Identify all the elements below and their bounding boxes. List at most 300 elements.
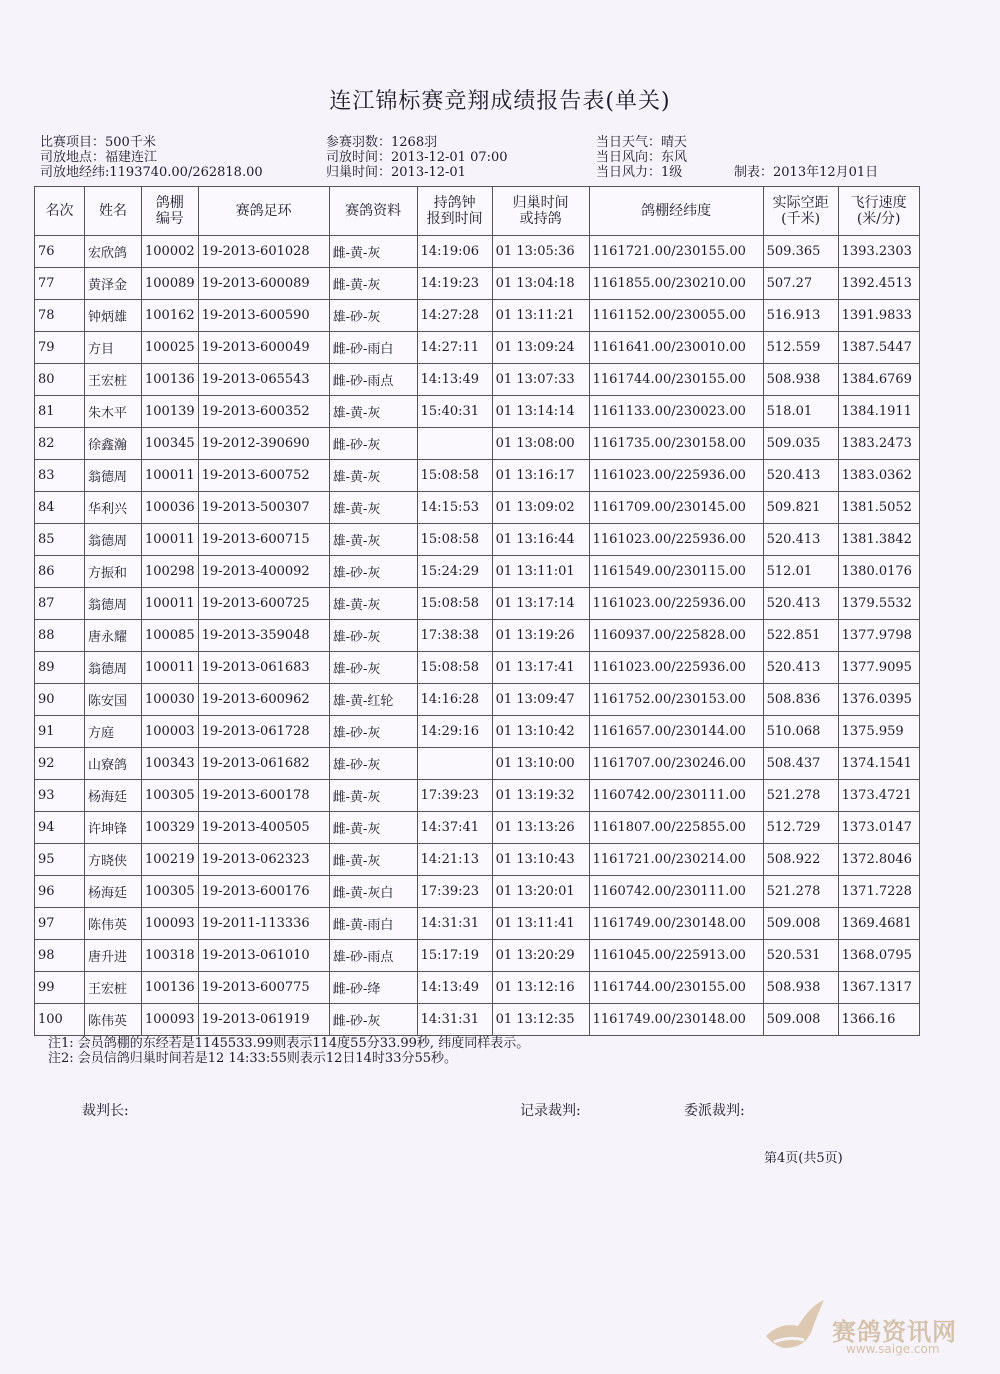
cell-coords: 1161549.00/230115.00 xyxy=(589,556,763,588)
cell-distance: 508.938 xyxy=(763,364,838,396)
cell-name: 陈伟英 xyxy=(85,1004,142,1036)
cell-rank: 80 xyxy=(35,364,85,396)
table-row xyxy=(35,684,920,716)
cell-distance: 520.413 xyxy=(763,652,838,684)
cell-return-time: 01 13:17:14 xyxy=(492,588,589,620)
table-row xyxy=(35,652,920,684)
cell-name: 杨海廷 xyxy=(85,876,142,908)
cell-speed: 1379.5532 xyxy=(838,588,919,620)
cell-coords: 1161657.00/230144.00 xyxy=(589,716,763,748)
cell-loft-no: 100003 xyxy=(142,716,199,748)
cell-name: 唐永耀 xyxy=(85,620,142,652)
cell-loft-no: 100345 xyxy=(142,428,199,460)
notes xyxy=(48,1036,529,1066)
cell-loft-no: 100318 xyxy=(142,940,199,972)
cell-coords: 1161749.00/230148.00 xyxy=(589,908,763,940)
cell-coords: 1161855.00/230210.00 xyxy=(589,268,763,300)
cell-loft-no: 100011 xyxy=(142,460,199,492)
cell-loft-no: 100025 xyxy=(142,332,199,364)
meta-col1 xyxy=(40,135,263,180)
table-row xyxy=(35,364,920,396)
cell-clock-time: 14:31:31 xyxy=(417,908,492,940)
cell-distance: 512.559 xyxy=(763,332,838,364)
cell-speed: 1375.959 xyxy=(838,716,919,748)
cell-rank: 79 xyxy=(35,332,85,364)
cell-distance: 518.01 xyxy=(763,396,838,428)
cell-speed: 1376.0395 xyxy=(838,684,919,716)
cell-return-time: 01 13:17:41 xyxy=(492,652,589,684)
cell-ring: 19-2013-359048 xyxy=(198,620,329,652)
cell-ring: 19-2013-061683 xyxy=(198,652,329,684)
cell-coords: 1161749.00/230148.00 xyxy=(589,1004,763,1036)
cell-distance: 508.938 xyxy=(763,972,838,1004)
page-title: 连江锦标赛竞翔成绩报告表(单关) xyxy=(329,89,671,114)
cell-speed: 1383.2473 xyxy=(838,428,919,460)
cell-bird-info: 雌-砂-绛 xyxy=(329,972,417,1004)
meta-return-time: 归巢时间：2013-12-01 xyxy=(326,165,466,180)
cell-distance: 522.851 xyxy=(763,620,838,652)
cell-bird-info: 雌-砂-灰 xyxy=(329,428,417,460)
cell-speed: 1366.16 xyxy=(838,1004,919,1036)
cell-bird-info: 雌-黄-灰 xyxy=(329,236,417,268)
cell-rank: 93 xyxy=(35,780,85,812)
cell-return-time: 01 13:11:21 xyxy=(492,300,589,332)
cell-return-time: 01 13:16:44 xyxy=(492,524,589,556)
cell-name: 方庭 xyxy=(85,716,142,748)
table-row xyxy=(35,1004,920,1036)
cell-loft-no: 100089 xyxy=(142,268,199,300)
cell-distance: 512.729 xyxy=(763,812,838,844)
cell-clock-time: 15:08:58 xyxy=(417,588,492,620)
cell-bird-info: 雄-黄-灰 xyxy=(329,396,417,428)
cell-return-time: 01 13:10:00 xyxy=(492,748,589,780)
table-row xyxy=(35,236,920,268)
cell-rank: 99 xyxy=(35,972,85,1004)
cell-distance: 509.821 xyxy=(763,492,838,524)
cell-rank: 88 xyxy=(35,620,85,652)
cell-distance: 508.836 xyxy=(763,684,838,716)
cell-rank: 83 xyxy=(35,460,85,492)
cell-return-time: 01 13:09:47 xyxy=(492,684,589,716)
cell-coords: 1161709.00/230145.00 xyxy=(589,492,763,524)
cell-return-time: 01 13:11:01 xyxy=(492,556,589,588)
table-row xyxy=(35,972,920,1004)
cell-distance: 521.278 xyxy=(763,876,838,908)
cell-clock-time: 14:31:31 xyxy=(417,1004,492,1036)
cell-distance: 508.437 xyxy=(763,748,838,780)
header-bird-info: 赛鸽资料 xyxy=(329,187,417,236)
cell-clock-time: 14:19:06 xyxy=(417,236,492,268)
cell-name: 方振和 xyxy=(85,556,142,588)
cell-ring: 19-2013-065543 xyxy=(198,364,329,396)
cell-distance: 509.365 xyxy=(763,236,838,268)
cell-name: 宏欣鸽 xyxy=(85,236,142,268)
table-row xyxy=(35,588,920,620)
cell-speed: 1381.5052 xyxy=(838,492,919,524)
cell-loft-no: 100093 xyxy=(142,908,199,940)
meta-wind-direction: 当日风向：东风 xyxy=(596,150,688,165)
cell-ring: 19-2013-061728 xyxy=(198,716,329,748)
cell-name: 唐升进 xyxy=(85,940,142,972)
cell-ring: 19-2013-061919 xyxy=(198,1004,329,1036)
table-body xyxy=(35,236,920,1036)
cell-distance: 520.531 xyxy=(763,940,838,972)
cell-bird-info: 雄-黄-灰 xyxy=(329,588,417,620)
cell-name: 钟炳雄 xyxy=(85,300,142,332)
table-row xyxy=(35,812,920,844)
header-ring: 赛鸽足环 xyxy=(198,187,329,236)
cell-return-time: 01 13:14:14 xyxy=(492,396,589,428)
cell-coords: 1160742.00/230111.00 xyxy=(589,876,763,908)
cell-return-time: 01 13:07:33 xyxy=(492,364,589,396)
cell-return-time: 01 13:12:16 xyxy=(492,972,589,1004)
cell-clock-time xyxy=(417,748,492,780)
cell-bird-info: 雌-黄-灰白 xyxy=(329,876,417,908)
cell-coords: 1161735.00/230158.00 xyxy=(589,428,763,460)
cell-coords: 1161707.00/230246.00 xyxy=(589,748,763,780)
cell-coords: 1161045.00/225913.00 xyxy=(589,940,763,972)
cell-coords: 1161641.00/230010.00 xyxy=(589,332,763,364)
cell-loft-no: 100162 xyxy=(142,300,199,332)
delegate-referee-label: 委派裁判: xyxy=(684,1103,745,1119)
cell-bird-info: 雌-砂-雨点 xyxy=(329,364,417,396)
cell-coords: 1161752.00/230153.00 xyxy=(589,684,763,716)
pigeon-logo-icon xyxy=(760,1292,830,1362)
cell-name: 王宏桩 xyxy=(85,972,142,1004)
cell-clock-time: 14:13:49 xyxy=(417,972,492,1004)
cell-return-time: 01 13:09:02 xyxy=(492,492,589,524)
cell-ring: 19-2013-601028 xyxy=(198,236,329,268)
table-row xyxy=(35,332,920,364)
cell-speed: 1393.2303 xyxy=(838,236,919,268)
cell-coords: 1161807.00/225855.00 xyxy=(589,812,763,844)
table-row xyxy=(35,876,920,908)
cell-ring: 19-2013-400505 xyxy=(198,812,329,844)
note-2: 注2: 会员信鸽归巢时间若是12 14:33:55则表示12日14时33分55秒。 xyxy=(48,1051,458,1066)
cell-speed: 1369.4681 xyxy=(838,908,919,940)
cell-bird-info: 雌-砂-灰 xyxy=(329,1004,417,1036)
cell-coords: 1161023.00/225936.00 xyxy=(589,524,763,556)
cell-speed: 1380.0176 xyxy=(838,556,919,588)
cell-speed: 1383.0362 xyxy=(838,460,919,492)
cell-coords: 1161152.00/230055.00 xyxy=(589,300,763,332)
cell-ring: 19-2013-600049 xyxy=(198,332,329,364)
cell-loft-no: 100085 xyxy=(142,620,199,652)
cell-distance: 516.913 xyxy=(763,300,838,332)
cell-clock-time: 15:40:31 xyxy=(417,396,492,428)
cell-return-time: 01 13:10:42 xyxy=(492,716,589,748)
cell-rank: 85 xyxy=(35,524,85,556)
cell-clock-time: 14:16:28 xyxy=(417,684,492,716)
cell-loft-no: 100011 xyxy=(142,652,199,684)
cell-loft-no: 100093 xyxy=(142,1004,199,1036)
meta-weather: 当日天气：晴天 xyxy=(596,135,688,150)
meta-race-item: 比赛项目：500千米 xyxy=(40,135,156,150)
header-name: 姓名 xyxy=(85,187,142,236)
cell-loft-no: 100298 xyxy=(142,556,199,588)
cell-bird-info: 雄-砂-灰 xyxy=(329,556,417,588)
cell-speed: 1373.0147 xyxy=(838,812,919,844)
cell-ring: 19-2013-600352 xyxy=(198,396,329,428)
cell-bird-info: 雌-黄-灰 xyxy=(329,780,417,812)
cell-name: 方目 xyxy=(85,332,142,364)
table-row xyxy=(35,620,920,652)
cell-ring: 19-2011-113336 xyxy=(198,908,329,940)
cell-loft-no: 100305 xyxy=(142,780,199,812)
cell-rank: 98 xyxy=(35,940,85,972)
cell-rank: 100 xyxy=(35,1004,85,1036)
watermark xyxy=(760,1292,970,1362)
cell-speed: 1392.4513 xyxy=(838,268,919,300)
table-row xyxy=(35,780,920,812)
cell-ring: 19-2012-390690 xyxy=(198,428,329,460)
cell-rank: 82 xyxy=(35,428,85,460)
cell-return-time: 01 13:08:00 xyxy=(492,428,589,460)
cell-rank: 86 xyxy=(35,556,85,588)
cell-clock-time: 15:17:19 xyxy=(417,940,492,972)
cell-ring: 19-2013-062323 xyxy=(198,844,329,876)
cell-bird-info: 雌-黄-灰 xyxy=(329,812,417,844)
cell-loft-no: 100305 xyxy=(142,876,199,908)
table-row xyxy=(35,556,920,588)
page-number: 第4页(共5页) xyxy=(764,1151,843,1166)
note-1: 注1: 会员鸽棚的东经若是1145533.99则表示114度55分33.99秒, 纬度同样表示。 xyxy=(48,1036,530,1051)
cell-clock-time xyxy=(417,428,492,460)
cell-bird-info: 雄-黄-灰 xyxy=(329,492,417,524)
cell-coords: 1160937.00/225828.00 xyxy=(589,620,763,652)
cell-bird-info: 雄-黄-灰 xyxy=(329,524,417,556)
cell-return-time: 01 13:20:01 xyxy=(492,876,589,908)
cell-rank: 91 xyxy=(35,716,85,748)
table-row xyxy=(35,940,920,972)
cell-rank: 95 xyxy=(35,844,85,876)
cell-loft-no: 100011 xyxy=(142,524,199,556)
cell-ring: 19-2013-400092 xyxy=(198,556,329,588)
cell-loft-no: 100343 xyxy=(142,748,199,780)
cell-name: 山寮鸽 xyxy=(85,748,142,780)
cell-speed: 1387.5447 xyxy=(838,332,919,364)
table-row xyxy=(35,396,920,428)
cell-distance: 507.27 xyxy=(763,268,838,300)
cell-ring: 19-2013-061010 xyxy=(198,940,329,972)
header-clock-time: 持鸽钟 报到时间 xyxy=(417,187,492,236)
cell-coords: 1161721.00/230155.00 xyxy=(589,236,763,268)
cell-clock-time: 17:39:23 xyxy=(417,780,492,812)
cell-bird-info: 雄-砂-灰 xyxy=(329,300,417,332)
cell-clock-time: 14:27:11 xyxy=(417,332,492,364)
table-row xyxy=(35,428,920,460)
cell-ring: 19-2013-600752 xyxy=(198,460,329,492)
cell-return-time: 01 13:09:24 xyxy=(492,332,589,364)
cell-clock-time: 14:15:53 xyxy=(417,492,492,524)
cell-name: 华利兴 xyxy=(85,492,142,524)
cell-clock-time: 14:21:13 xyxy=(417,844,492,876)
cell-clock-time: 14:27:28 xyxy=(417,300,492,332)
cell-ring: 19-2013-600775 xyxy=(198,972,329,1004)
cell-name: 徐鑫瀚 xyxy=(85,428,142,460)
cell-return-time: 01 13:12:35 xyxy=(492,1004,589,1036)
cell-return-time: 01 13:13:26 xyxy=(492,812,589,844)
cell-clock-time: 15:08:58 xyxy=(417,524,492,556)
cell-ring: 19-2013-600178 xyxy=(198,780,329,812)
table-row xyxy=(35,524,920,556)
cell-clock-time: 14:13:49 xyxy=(417,364,492,396)
cell-bird-info: 雄-砂-灰 xyxy=(329,620,417,652)
cell-loft-no: 100002 xyxy=(142,236,199,268)
cell-name: 翁德周 xyxy=(85,652,142,684)
chief-referee-label: 裁判长: xyxy=(82,1103,129,1119)
cell-return-time: 01 13:11:41 xyxy=(492,908,589,940)
cell-name: 朱木平 xyxy=(85,396,142,428)
header-rank: 名次 xyxy=(35,187,85,236)
cell-return-time: 01 13:19:26 xyxy=(492,620,589,652)
meta-release-time: 司放时间：2013-12-01 07:00 xyxy=(326,150,508,165)
results-table xyxy=(34,186,920,1036)
cell-rank: 84 xyxy=(35,492,85,524)
cell-rank: 97 xyxy=(35,908,85,940)
cell-distance: 509.035 xyxy=(763,428,838,460)
cell-bird-info: 雌-黄-灰 xyxy=(329,268,417,300)
cell-ring: 19-2013-600715 xyxy=(198,524,329,556)
cell-rank: 78 xyxy=(35,300,85,332)
recorder-referee-label: 记录裁判: xyxy=(520,1103,581,1119)
cell-coords: 1161721.00/230214.00 xyxy=(589,844,763,876)
cell-bird-info: 雄-砂-灰 xyxy=(329,748,417,780)
table-row xyxy=(35,460,920,492)
meta-entries: 参赛羽数：1268羽 xyxy=(326,135,438,150)
cell-bird-info: 雄-砂-灰 xyxy=(329,716,417,748)
cell-distance: 509.008 xyxy=(763,908,838,940)
cell-distance: 510.068 xyxy=(763,716,838,748)
cell-return-time: 01 13:16:17 xyxy=(492,460,589,492)
cell-speed: 1371.7228 xyxy=(838,876,919,908)
cell-name: 翁德周 xyxy=(85,588,142,620)
cell-name: 陈伟英 xyxy=(85,908,142,940)
cell-distance: 520.413 xyxy=(763,460,838,492)
cell-clock-time: 17:38:38 xyxy=(417,620,492,652)
cell-bird-info: 雄-砂-雨点 xyxy=(329,940,417,972)
cell-name: 许坤锋 xyxy=(85,812,142,844)
cell-ring: 19-2013-600089 xyxy=(198,268,329,300)
cell-coords: 1161744.00/230155.00 xyxy=(589,972,763,1004)
cell-ring: 19-2013-600725 xyxy=(198,588,329,620)
cell-rank: 89 xyxy=(35,652,85,684)
cell-clock-time: 15:08:58 xyxy=(417,652,492,684)
cell-bird-info: 雄-黄-灰 xyxy=(329,460,417,492)
cell-distance: 521.278 xyxy=(763,780,838,812)
cell-bird-info: 雌-黄-灰 xyxy=(329,844,417,876)
cell-loft-no: 100219 xyxy=(142,844,199,876)
header-return-time: 归巢时间 或持鸽 xyxy=(492,187,589,236)
table-row xyxy=(35,844,920,876)
cell-rank: 96 xyxy=(35,876,85,908)
cell-return-time: 01 13:19:32 xyxy=(492,780,589,812)
watermark-title: 赛鸽资讯网 xyxy=(832,1318,957,1346)
cell-speed: 1367.1317 xyxy=(838,972,919,1004)
cell-loft-no: 100036 xyxy=(142,492,199,524)
header-speed: 飞行速度 (米/分) xyxy=(838,187,919,236)
cell-name: 杨海廷 xyxy=(85,780,142,812)
cell-coords: 1161023.00/225936.00 xyxy=(589,588,763,620)
cell-coords: 1161023.00/225936.00 xyxy=(589,652,763,684)
cell-bird-info: 雌-砂-雨白 xyxy=(329,332,417,364)
cell-speed: 1384.1911 xyxy=(838,396,919,428)
cell-name: 方晓侠 xyxy=(85,844,142,876)
cell-distance: 512.01 xyxy=(763,556,838,588)
cell-ring: 19-2013-500307 xyxy=(198,492,329,524)
cell-rank: 76 xyxy=(35,236,85,268)
table-row xyxy=(35,748,920,780)
table-row xyxy=(35,492,920,524)
cell-speed: 1384.6769 xyxy=(838,364,919,396)
cell-loft-no: 100139 xyxy=(142,396,199,428)
cell-return-time: 01 13:10:43 xyxy=(492,844,589,876)
cell-speed: 1373.4721 xyxy=(838,780,919,812)
cell-name: 王宏桩 xyxy=(85,364,142,396)
cell-clock-time: 14:19:23 xyxy=(417,268,492,300)
table-header-row xyxy=(35,187,920,236)
cell-ring: 19-2013-600176 xyxy=(198,876,329,908)
cell-loft-no: 100329 xyxy=(142,812,199,844)
cell-name: 黄泽金 xyxy=(85,268,142,300)
cell-clock-time: 14:37:41 xyxy=(417,812,492,844)
cell-coords: 1161023.00/225936.00 xyxy=(589,460,763,492)
cell-rank: 92 xyxy=(35,748,85,780)
cell-speed: 1391.9833 xyxy=(838,300,919,332)
cell-return-time: 01 13:05:36 xyxy=(492,236,589,268)
cell-speed: 1368.0795 xyxy=(838,940,919,972)
cell-rank: 90 xyxy=(35,684,85,716)
cell-speed: 1381.3842 xyxy=(838,524,919,556)
meta-release-site: 司放地点：福建连江 xyxy=(40,150,158,165)
table-row xyxy=(35,300,920,332)
table-row xyxy=(35,716,920,748)
cell-name: 陈安国 xyxy=(85,684,142,716)
cell-distance: 520.413 xyxy=(763,524,838,556)
cell-bird-info: 雄-黄-红轮 xyxy=(329,684,417,716)
cell-name: 翁德周 xyxy=(85,460,142,492)
cell-name: 翁德周 xyxy=(85,524,142,556)
cell-distance: 509.008 xyxy=(763,1004,838,1036)
header-loft-no: 鸽棚 编号 xyxy=(142,187,199,236)
table-row xyxy=(35,268,920,300)
cell-rank: 87 xyxy=(35,588,85,620)
cell-loft-no: 100011 xyxy=(142,588,199,620)
cell-rank: 77 xyxy=(35,268,85,300)
cell-return-time: 01 13:20:29 xyxy=(492,940,589,972)
cell-clock-time: 14:29:16 xyxy=(417,716,492,748)
cell-clock-time: 17:39:23 xyxy=(417,876,492,908)
cell-bird-info: 雄-砂-灰 xyxy=(329,652,417,684)
table-row xyxy=(35,908,920,940)
meta-made-date: 制表：2013年12月01日 xyxy=(734,165,879,180)
cell-distance: 508.922 xyxy=(763,844,838,876)
cell-loft-no: 100030 xyxy=(142,684,199,716)
meta-col2 xyxy=(326,135,508,180)
cell-rank: 94 xyxy=(35,812,85,844)
cell-ring: 19-2013-061682 xyxy=(198,748,329,780)
cell-loft-no: 100136 xyxy=(142,364,199,396)
cell-speed: 1372.8046 xyxy=(838,844,919,876)
cell-distance: 520.413 xyxy=(763,588,838,620)
cell-coords: 1161133.00/230023.00 xyxy=(589,396,763,428)
cell-ring: 19-2013-600962 xyxy=(198,684,329,716)
cell-clock-time: 15:08:58 xyxy=(417,460,492,492)
meta-col3 xyxy=(596,135,687,180)
header-distance: 实际空距 (千米) xyxy=(763,187,838,236)
cell-clock-time: 15:24:29 xyxy=(417,556,492,588)
cell-speed: 1374.1541 xyxy=(838,748,919,780)
